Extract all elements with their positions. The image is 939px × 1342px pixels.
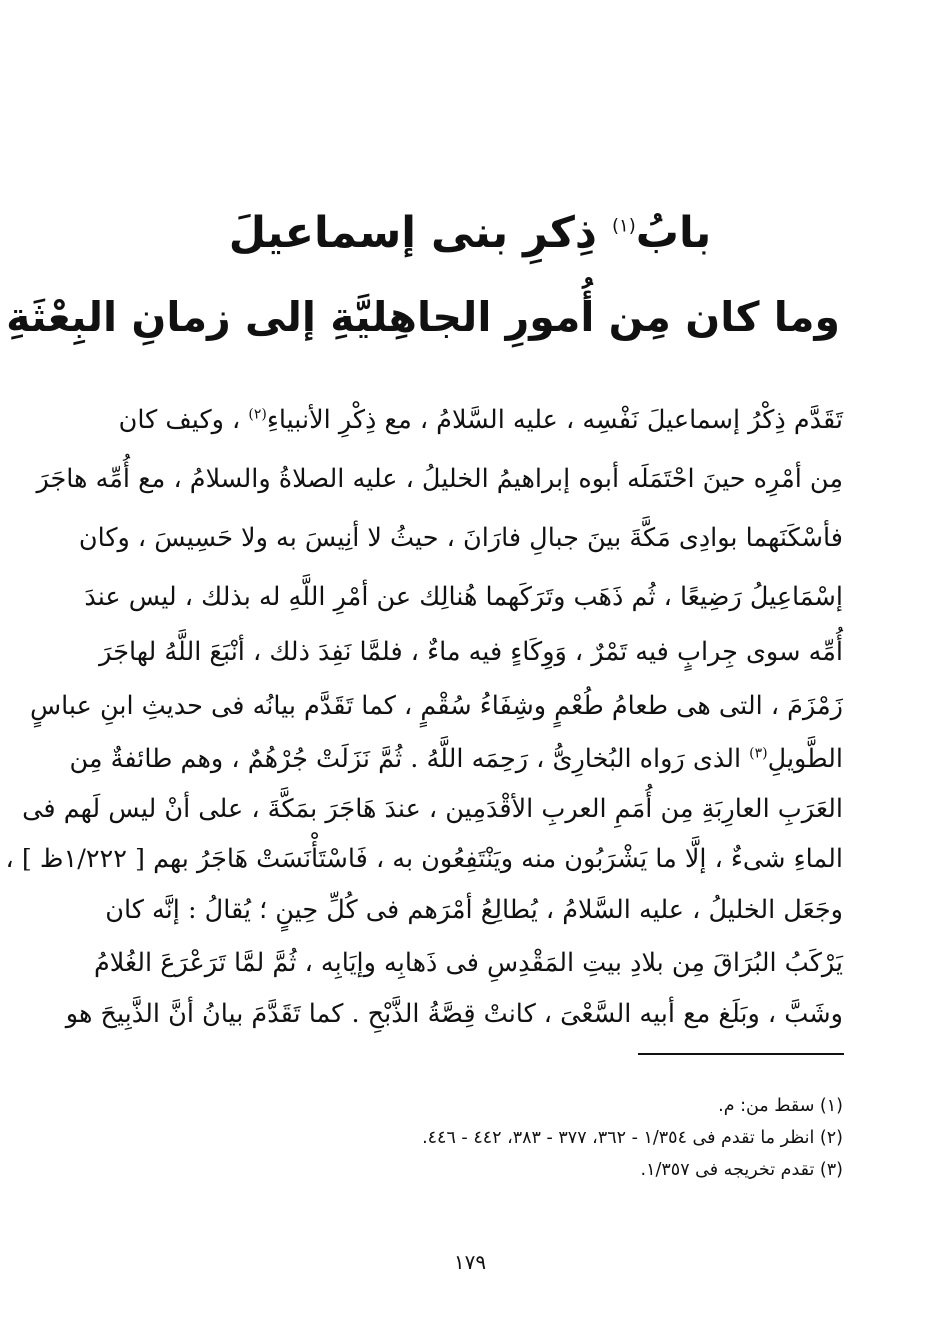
footnote-ref-2[interactable]: (٢) bbox=[248, 406, 267, 423]
text-line-7a: الطَّويلِ bbox=[767, 744, 843, 774]
text-line-5: أُمِّه سوى جِرابٍ فيه تَمْرٌ ، وَوِكَاءٍ فيه ماءٌ ، فلمَّا نَفِدَ ذلك ، أنْبَعَ اللَّهُ لهاجَرَ bbox=[99, 637, 843, 667]
text-line-1b: ، وكيف كان bbox=[118, 405, 249, 435]
text-line-9: الماءِ شىءٌ ، إلَّا ما يَشْرَبُون منه ويَنْتَفِعُون به ، فَاسْتَأْنَسَتْ هَاجَرُ بهم [ ١/٢٢٢ظ ] ، bbox=[5, 844, 843, 874]
text-line-4: إسْمَاعِيلُ رَضِيعًا ، ثُم ذَهَب وتَرَكَهما هُنالِك عن أمْرِ اللَّهِ له بذلك ، ليس عندَ bbox=[84, 582, 843, 612]
footnote-2: (٢) انظر ما تقدم فى ١/٣٥٤ - ٣٦٢، ٣٧٧ - ٣٨٣، ٤٤٢ - ٤٤٦. bbox=[422, 1128, 843, 1148]
footnote-ref-3[interactable]: (٣) bbox=[749, 745, 768, 762]
footnote-separator bbox=[638, 1053, 844, 1055]
chapter-title-rest: ذِكرِ بنى إسماعيلَ bbox=[228, 208, 597, 258]
page-number: ١٧٩ bbox=[453, 1250, 487, 1274]
text-line-6: زَمْزَمَ ، التى هى طعامُ طُعْمٍ وشِفَاءُ سُقْمٍ ، كما تَقَدَّم بيانُه فى حديثِ ابنِ عباسٍ bbox=[30, 691, 843, 721]
footnote-1: (١) سقط من: م. bbox=[718, 1096, 843, 1116]
chapter-title-word: بابُ bbox=[635, 208, 712, 258]
text-line-8: العَرَبِ العارِبَةِ مِن أُمَمِ العربِ الأقْدَمِين ، عندَ هَاجَرَ بمَكَّةَ ، على أنْ ليس لَهم فى bbox=[22, 794, 843, 824]
text-line-11: يَرْكَبُ البُرَاقَ مِن بلادِ بيتِ المَقْدِسِ فى ذَهابِه وإيَابِه ، ثُمَّ لمَّا تَرَعْرَعَ الغُلامُ bbox=[93, 948, 843, 978]
text-line-1 bbox=[118, 395, 843, 445]
chapter-subtitle: وما كان مِن أُمورِ الجاهِليَّةِ إلى زمانِ البِعْثَةِ bbox=[6, 293, 840, 341]
footnote-3: (٣) تقدم تخريجه فى ١/٣٥٧. bbox=[640, 1160, 843, 1180]
chapter-title bbox=[100, 208, 840, 258]
text-line-1a: تَقَدَّم ذِكْرُ إسماعيلَ نَفْسِه ، عليه السَّلامُ ، مع ذِكْرِ الأنبياءِ bbox=[266, 405, 843, 435]
text-line-2: مِن أمْرِه حينَ احْتَمَلَه أبوه إبراهيمُ الخليلُ ، عليه الصلاةُ والسلامُ ، مع أُمِّه هاجَرَ bbox=[36, 464, 843, 494]
text-line-10: وجَعَل الخليلُ ، عليه السَّلامُ ، يُطالِعُ أمْرَهم فى كُلِّ حِينٍ ؛ يُقالُ : إنَّه كان bbox=[105, 895, 843, 925]
text-line-12: وشَبَّ ، وبَلَغ مع أبيه السَّعْىَ ، كانتْ قِصَّةُ الذَّبْحِ . كما تَقَدَّمَ بيانُ أنَّ الذَّبِيحَ هو bbox=[65, 999, 843, 1029]
text-line-3: فأسْكَنَهما بوادِى مَكَّةَ بينَ جبالِ فارَانَ ، حيثُ لا أنِيسَ به ولا حَسِيسَ ، وكان bbox=[78, 523, 843, 553]
text-line-7 bbox=[69, 734, 843, 784]
text-line-7b: الذى رَواه البُخارِىُّ ، رَحِمَه اللَّهُ . ثُمَّ نَزَلَتْ جُرْهُمٌ ، وهم طائفةٌ مِن bbox=[69, 744, 750, 774]
footnote-ref-1[interactable]: (١) bbox=[611, 215, 636, 237]
